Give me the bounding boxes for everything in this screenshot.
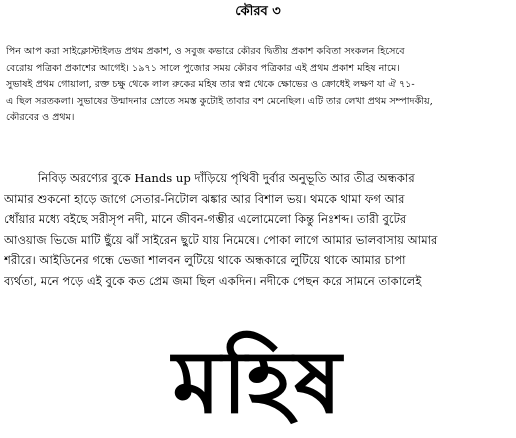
intro-line: কৌরবের ও প্রথম। [6, 112, 75, 123]
masthead-title: মহিষ [172, 333, 344, 433]
intro-paragraph [6, 44, 510, 127]
intro-line: পিন আপ করা সাইক্লোস্টাইলড প্রথম প্রকাশ, ও সবুজ কভারে কৌরব দ্বিতীয় প্রকাশ কবিতা সংকলন হিসেবে [6, 46, 405, 57]
intro-line: এ ছিল সরতকলা। সুভাষের উন্মাদনার স্রোতে সমস্ত কুটোই তাবার বশ মেনেছিল। এটি তার লেখা প্রথম সম্পাদকীয়, [6, 95, 433, 107]
body-line: আওয়াজ ভিজে মাটি ছুঁয়ে ঝাঁ সাইরেন ছুটে যায় নিমেষে। পোকা লাগে আমার ভালবাসায় আমার [4, 232, 438, 247]
body-line: আমার শুকনো হাড়ে জাগে সেতার-নিটোল ঝঙ্কার আর বিশাল ভয়। থমকে থামা ফগ আর [4, 191, 405, 206]
body-line: নিবিড় অরণ্যের বুকে Hands up দাঁড়িয়ে পৃথিবী দুর্বার অনুভূতি আর তীব্র অন্ধকার [38, 171, 415, 185]
body-line: শরীরে। আইডিনের গন্ধে ভেজা শালবন লুটিয়ে থাকে অন্ধকারে লুটিয়ে থাকে আমার চাপা [4, 253, 406, 268]
intro-line: সুভাষই প্রথম গোয়ালা, রক্ত চক্ষু থেকে লাল রুকের মহিষ তার স্বপ্ন থেকে ক্ষোভের ও ক্রোধেই লক্ষণ যা ঐ ৭১- [6, 79, 415, 90]
body-line: ধোঁয়ার মধ্যে বইছে সরীসৃপ নদী, মানে জীবন-গম্ভীর এলোমেলো কিন্তু নিঃশব্দ। তারী বুটের [4, 212, 407, 227]
body-line: ব্যর্থতা, মনে পড়ে এই বুকে কত প্রেম জমা ছিল একদিন। নদীকে পেছন করে সামনে তাকালেই [4, 273, 422, 288]
page-header-title: কৌরব ৩ [235, 4, 281, 19]
intro-line: বেরোয় পত্রিকা প্রকাশের আগেই। ১৯৭১ সালে পুজোর সময় কৌরব পত্রিকার এই প্রথম প্রকাশ মহিষ নামে। [6, 62, 400, 74]
body-paragraph [4, 168, 512, 292]
